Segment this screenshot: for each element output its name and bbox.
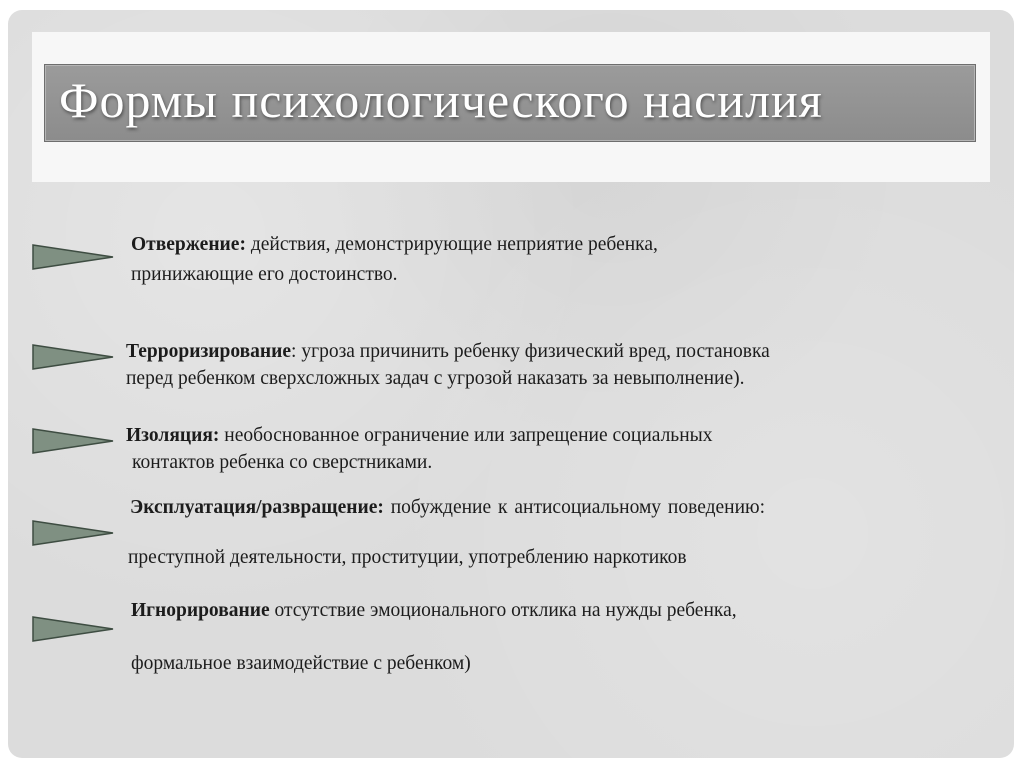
title-bar bbox=[44, 64, 976, 142]
slide-title: Формы психологического насилия bbox=[59, 72, 823, 128]
item-text-continued: формальное взаимодействие с ребенком) bbox=[131, 653, 471, 674]
list-item-terrorizing bbox=[126, 341, 1006, 390]
list-item-isolation bbox=[126, 425, 1006, 474]
term-label: Игнорирование bbox=[131, 600, 270, 621]
list-item-ignoring bbox=[126, 600, 1006, 675]
item-text: побуждение к антисоциальному поведению: bbox=[383, 497, 766, 518]
term-label: Отвержение: bbox=[131, 234, 246, 255]
arrow-bullet-icon bbox=[32, 342, 114, 372]
term-label: Изоляция: bbox=[126, 425, 220, 446]
item-text: : угроза причинить ребенку физический вред, постановка bbox=[291, 341, 770, 362]
arrow-bullet-icon bbox=[32, 614, 114, 644]
item-text-continued: перед ребенком сверхсложных задач с угрозой наказать за невыполнение). bbox=[126, 368, 745, 389]
arrow-bullet-icon bbox=[32, 426, 114, 456]
arrow-bullet-icon bbox=[32, 518, 114, 548]
item-text-continued: контактов ребенка со сверстниками. bbox=[132, 452, 433, 473]
item-text: действия, демонстрирующие неприятие ребенка, bbox=[245, 234, 658, 255]
list-item-exploitation bbox=[126, 497, 1006, 569]
item-text: отсутствие эмоционального отклика на нужды ребенка, bbox=[269, 600, 737, 621]
slide bbox=[8, 10, 1014, 758]
item-text-continued: принижающие его достоинство. bbox=[131, 264, 398, 285]
title-frame bbox=[32, 32, 990, 182]
list-item-rejection bbox=[126, 234, 1006, 286]
item-text-continued: преступной деятельности, проституции, употреблению наркотиков bbox=[128, 547, 687, 568]
item-text: необоснованное ограничение или запрещение социальных bbox=[219, 425, 713, 446]
term-label: Терроризирование bbox=[126, 341, 292, 362]
arrow-bullet-icon bbox=[32, 242, 114, 272]
term-label: Эксплуатация/развращение: bbox=[130, 497, 384, 518]
